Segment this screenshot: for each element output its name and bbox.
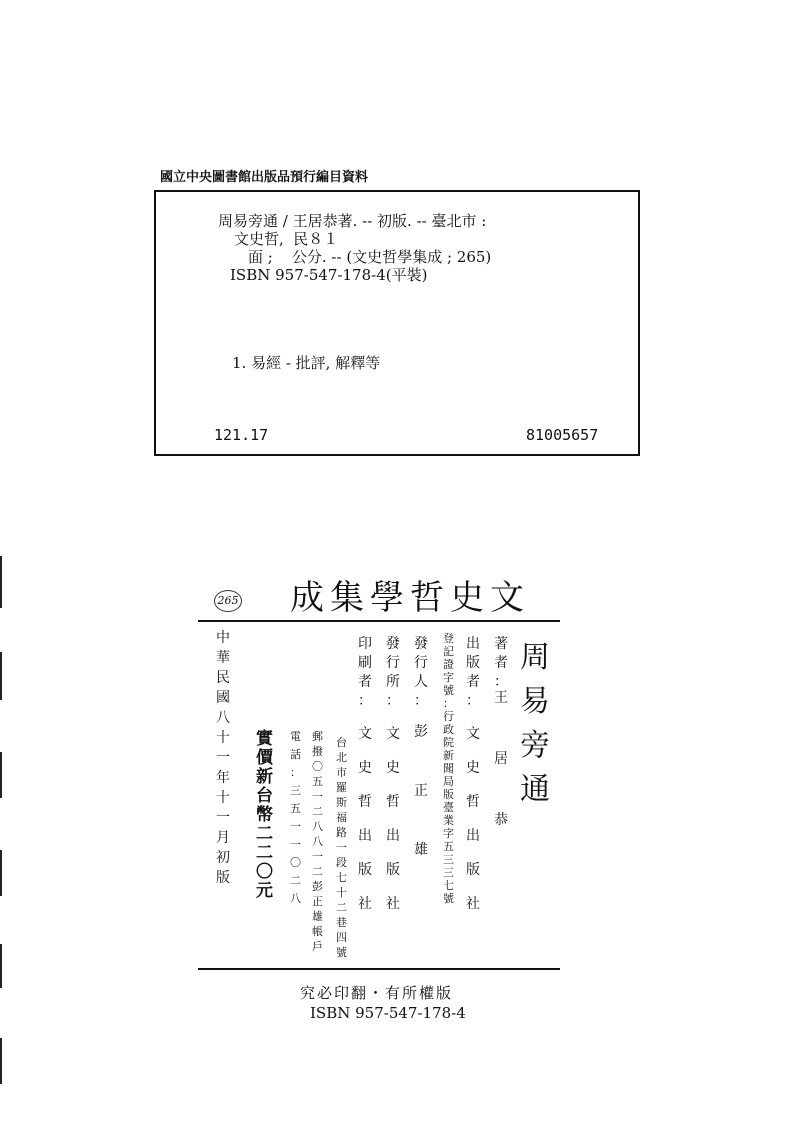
- cip-heading: 國立中央圖書館出版品預行編目資料: [160, 170, 369, 185]
- publisher-address: 台 北 市 羅 斯 福 路 一 段 七 十 二 巷 四 號: [336, 736, 347, 959]
- postal-account: 郵 撥 〇 五 一 二 八 八 一 二 彭 正 雄 帳 戶: [312, 730, 323, 953]
- author-label: 著 者 ：: [494, 636, 508, 690]
- margin-mark: [0, 944, 2, 988]
- author-name: 王 居 恭: [494, 690, 508, 828]
- printer-label: 印 刷 者 ：: [358, 636, 372, 709]
- series-title-char: 哲: [410, 578, 444, 618]
- edition-date: 中 華 民 國 八 十 一 年 十 一 月 初 版: [216, 630, 230, 886]
- publisher-name: 文 史 哲 出 版 社: [466, 726, 480, 912]
- price: 實 價 新 台 幣 二 二 〇 元: [256, 729, 273, 901]
- issuer-label: 發 行 人 ：: [414, 636, 428, 709]
- series-title-char: 文: [490, 578, 524, 618]
- book-title: 周 易 旁 通: [520, 640, 550, 807]
- margin-mark: [0, 652, 2, 700]
- cip-record-number: 81005657: [526, 426, 599, 444]
- bottom-rule: [198, 968, 560, 970]
- cip-classification: 121.17: [214, 426, 269, 444]
- cip-line-title: 周易旁通 / 王居恭著. -- 初版. -- 臺北市 :: [218, 212, 487, 230]
- series-title-char: 學: [370, 578, 404, 618]
- margin-mark: [0, 850, 2, 896]
- cip-line-isbn: ISBN 957-547-178-4(平裝): [230, 266, 428, 284]
- registration-number: 登 記 證 字 號 ： 行 政 院 新 聞 局 版 臺 業 字 五 三 三 七 號: [443, 632, 454, 905]
- cip-line-publisher: 文史哲, 民８１: [234, 230, 339, 248]
- publisher-label: 出 版 者 ：: [466, 636, 480, 709]
- margin-mark: [0, 752, 2, 798]
- series-title-char: 成: [290, 578, 324, 618]
- phone-number: 電 話 ： 三 五 一 一 〇 二 八: [290, 730, 301, 905]
- cip-subject: 1. 易經 - 批評, 解釋等: [232, 354, 381, 372]
- distributor-name: 文 史 哲 出 版 社: [386, 726, 400, 912]
- top-rule: [198, 620, 560, 622]
- cip-record-box: [154, 190, 640, 456]
- colophon-isbn: ISBN 957-547-178-4: [310, 1004, 466, 1022]
- margin-mark: [0, 1038, 2, 1084]
- cip-line-physical: 面 ; 公分. -- (文史哲學集成 ; 265): [248, 248, 492, 266]
- series-title-char: 集: [330, 578, 364, 618]
- series-number-badge: 265: [214, 590, 242, 612]
- issuer-name: 彭 正 雄: [414, 724, 428, 858]
- series-title-char: 史: [450, 578, 484, 618]
- distributor-label: 發 行 所 ：: [386, 636, 400, 709]
- copyright-notice: 究必印翻・有所權版: [300, 984, 454, 1002]
- printer-name: 文 史 哲 出 版 社: [358, 726, 372, 912]
- margin-mark: [0, 556, 2, 608]
